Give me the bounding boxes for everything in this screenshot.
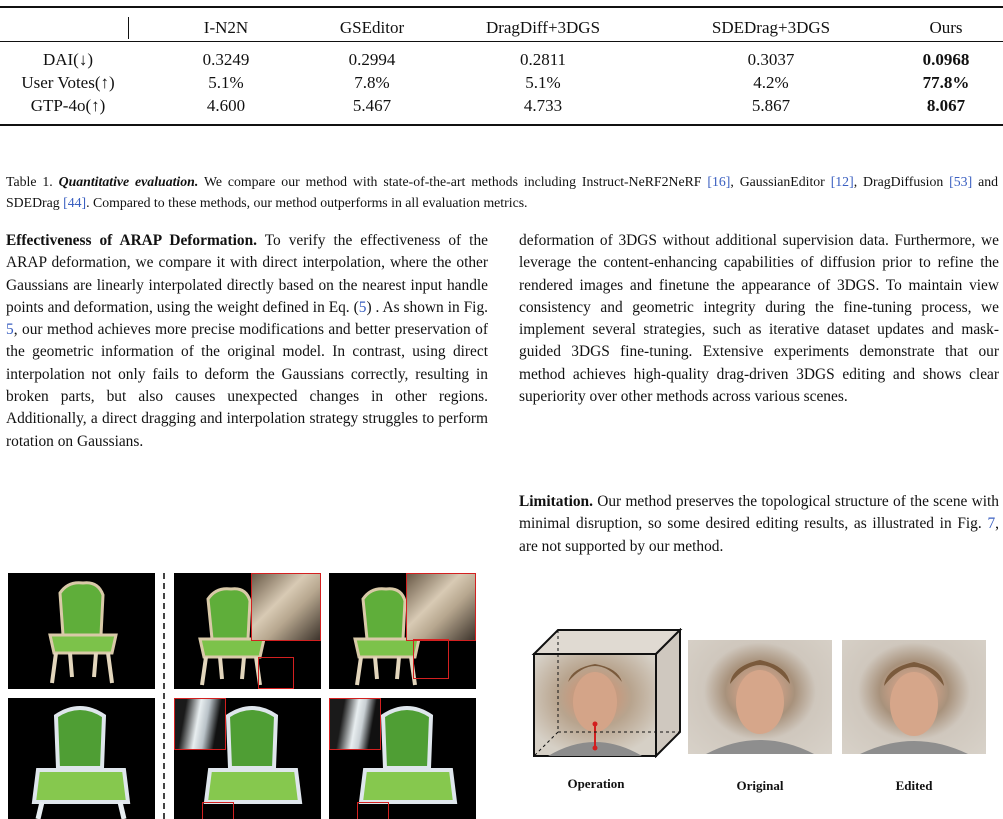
caption-text: , GaussianEditor xyxy=(730,174,831,189)
caption-text: , DragDiffusion xyxy=(853,174,950,189)
zoom-box xyxy=(258,657,294,689)
operation-label: Operation xyxy=(567,776,625,791)
row-label: GTP-4o(↑) xyxy=(30,96,106,115)
zoom-box xyxy=(413,639,449,679)
operation-panel xyxy=(528,628,684,758)
table-cell-best: 8.067 xyxy=(926,96,966,115)
arap-heading: Effectiveness of ARAP Deformation. xyxy=(6,232,257,249)
table-cell-best: 0.0968 xyxy=(922,50,970,69)
conclusion-paragraph: deformation of 3DGS without additional supervision data. Furthermore, we leverage the content-enhancing capabilities of diffusion prior to refine the rendered images and finetune the appearance of 3DGS. To maintain view consistency and geometric integrity during the fine-tuning process, we implement several strategies, such as iterative dataset updates and mask-guided 3DGS fine-tuning. Extensive experiments demonstrate that our method achieves high-quality drag-driven 3DGS editing and shows clear superiority over other methods across various scenes. xyxy=(519,232,999,406)
table-cell: 5.1% xyxy=(208,73,244,92)
caption-text: and SDEDrag xyxy=(6,174,998,210)
table-cell: 5.867 xyxy=(751,96,791,115)
limitation-paragraph xyxy=(519,491,999,558)
figure-link[interactable]: 5 xyxy=(6,321,14,339)
table-cell: 7.8% xyxy=(354,73,390,92)
column-header-dragdiff: DragDiff+3DGS xyxy=(485,18,601,37)
zoom-inset xyxy=(406,573,476,641)
table-cell: 5.467 xyxy=(352,96,392,115)
chair-original-top xyxy=(8,573,155,689)
table-cell: 0.2811 xyxy=(519,50,567,69)
table-cell: 4.2% xyxy=(753,73,789,92)
paragraph-text: , are not supported by our method. xyxy=(519,515,999,555)
zoom-box xyxy=(357,802,389,819)
table-column-separator xyxy=(128,17,129,39)
column-header-ours: Ours xyxy=(929,18,963,37)
chair-ours-bottom xyxy=(329,698,476,819)
chair-original-bottom xyxy=(8,698,155,819)
paragraph-text: ) . As shown in Fig. xyxy=(366,298,488,316)
zoom-box xyxy=(202,802,234,819)
chair-interpolation-top xyxy=(174,573,321,689)
citation-link[interactable]: [44] xyxy=(63,195,87,210)
caption-text: We compare our method with state-of-the-art methods including Instruct-NeRF2NeRF xyxy=(198,174,708,189)
chair-interpolation-bottom xyxy=(174,698,321,819)
arap-paragraph xyxy=(6,230,488,453)
zoom-inset xyxy=(174,698,226,750)
edited-label: Edited xyxy=(895,778,933,793)
table-cell: 0.3249 xyxy=(202,50,250,69)
table-cell: 0.3037 xyxy=(747,50,795,69)
column-header-sdedrag: SDEDrag+3DGS xyxy=(711,18,831,37)
zoom-inset xyxy=(251,573,321,641)
original-photo xyxy=(688,640,832,754)
table-caption xyxy=(6,171,998,213)
row-label: User Votes(↑) xyxy=(21,73,115,92)
caption-text: . Compared to these methods, our method outperforms in all evaluation metrics. xyxy=(86,195,528,210)
table-cell: 4.733 xyxy=(523,96,563,115)
column-header-i-n2n: I-N2N xyxy=(203,18,249,37)
table-header-rule xyxy=(0,41,1003,42)
figure-link[interactable]: 7 xyxy=(987,515,996,533)
table-bottom-rule xyxy=(0,124,1003,126)
table-cell: 5.1% xyxy=(525,73,561,92)
citation-link[interactable]: [12] xyxy=(830,174,854,189)
original-label: Original xyxy=(736,778,784,793)
column-header-gseditor: GSEditor xyxy=(339,18,405,37)
table-top-rule xyxy=(0,6,1003,8)
caption-title: Quantitative evaluation. xyxy=(58,174,199,189)
citation-link[interactable]: [53] xyxy=(949,174,973,189)
chair-ours-top xyxy=(329,573,476,689)
equation-link[interactable]: 5 xyxy=(358,298,367,316)
limitation-heading: Limitation. xyxy=(519,493,593,510)
paragraph-text: Our method preserves the topological structure of the scene with minimal disruption, so some desired editing results, as illustrated in Fig. xyxy=(519,493,999,533)
table-cell: 0.2994 xyxy=(348,50,396,69)
zoom-inset xyxy=(329,698,381,750)
caption-label: Table 1. xyxy=(6,174,53,189)
citation-link[interactable]: [16] xyxy=(707,174,731,189)
row-label: DAI(↓) xyxy=(42,50,94,69)
paragraph-text: To verify the effectiveness of the ARAP deformation, we compare it with direct interpolation, where the other Gaussians are linearly interpolated directly based on the nearest input handle points and deformation, using the weight defined in Eq. ( xyxy=(6,232,488,316)
figure-divider xyxy=(163,573,165,819)
table-cell: 4.600 xyxy=(206,96,246,115)
table-cell-best: 77.8% xyxy=(922,73,970,92)
paragraph-text: , our method achieves more precise modifications and better preservation of the geometric information of the original model. In contrast, using direct interpolation not only fails to deform the Gaussians correctly, resulting in broken parts, but also causes unexpected changes in other regions. Additionally, a direct dragging and interpolation strategy struggles to perform rotation on Gaussians. xyxy=(6,321,488,450)
edited-photo xyxy=(842,640,986,754)
